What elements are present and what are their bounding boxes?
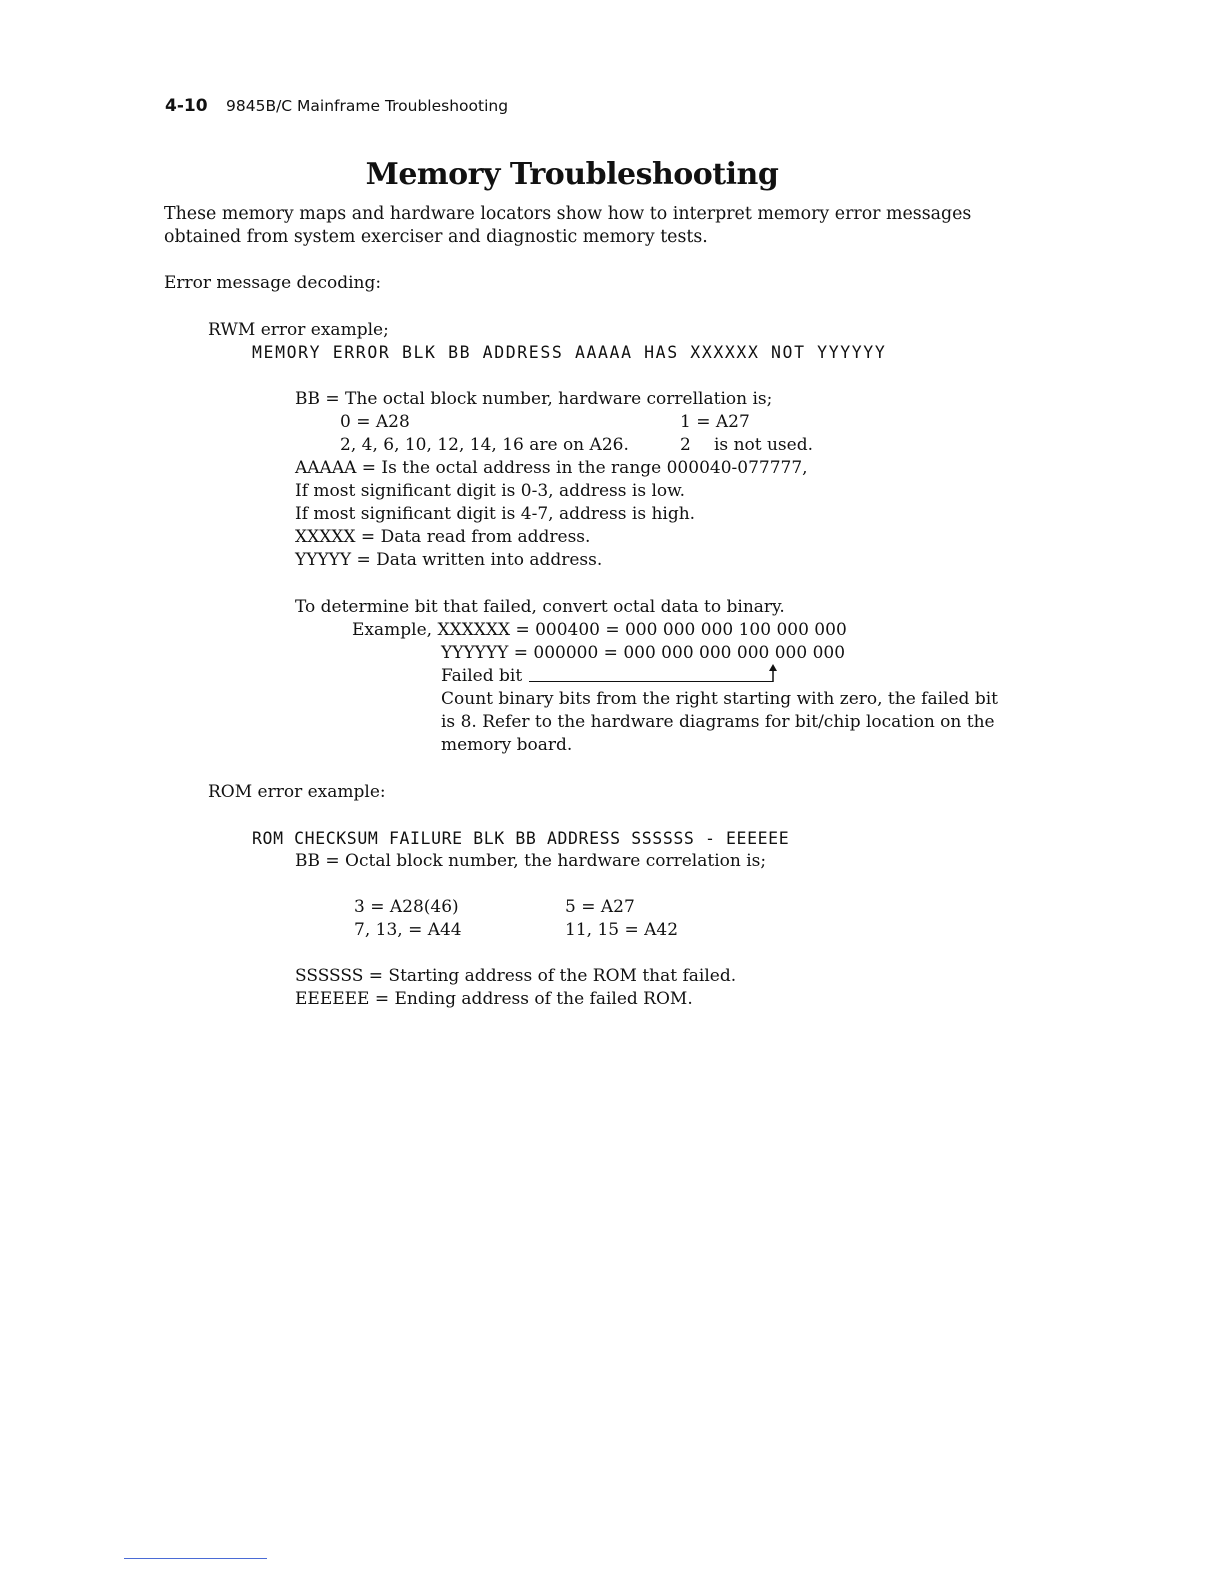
rom-eeeeee-line: EEEEEE = Ending address of the failed ROM. (295, 989, 693, 1009)
failed-bit-pointer-line (529, 681, 773, 682)
rom-ssssss-line: SSSSSS = Starting address of the ROM that failed. (295, 966, 737, 986)
error-decoding-label: Error message decoding: (164, 273, 382, 293)
failed-bit-arrow-icon (768, 664, 778, 682)
rwm-example-x: Example, XXXXXX = 000400 = 000 000 000 100 000 000 (352, 620, 847, 640)
rom-heading: ROM error example: (208, 782, 386, 802)
rwm-count-line-3: memory board. (441, 735, 573, 755)
rwm-map-2-number: 2 (680, 435, 691, 455)
rwm-error-message: MEMORY ERROR BLK BB ADDRESS AAAAA HAS XXXXXX NOT YYYYYY (252, 343, 887, 362)
rwm-count-line-2: is 8. Refer to the hardware diagrams for bit/chip location on the (441, 712, 995, 732)
rwm-map-others: 2, 4, 6, 10, 12, 14, 16 are on A26. (340, 435, 629, 455)
intro-line-1: These memory maps and hardware locators show how to interpret memory error messages (164, 204, 972, 224)
running-head: 9845B/C Mainframe Troubleshooting (226, 97, 509, 115)
footer-rule (124, 1558, 267, 1559)
rom-map-5: 5 = A27 (565, 897, 635, 917)
rwm-map-0: 0 = A28 (340, 412, 410, 432)
rwm-xxxxx-line: XXXXX = Data read from address. (295, 527, 591, 547)
rwm-aaaaa-line: AAAAA = Is the octal address in the range 000040-077777, (295, 458, 808, 478)
rom-error-message: ROM CHECKSUM FAILURE BLK BB ADDRESS SSSSSS - EEEEEE (252, 829, 790, 848)
rwm-count-line-1: Count binary bits from the right starting with zero, the failed bit (441, 689, 998, 709)
rwm-map-1: 1 = A27 (680, 412, 750, 432)
rom-map-3: 3 = A28(46) (354, 897, 459, 917)
rwm-example-y: YYYYYY = 000000 = 000 000 000 000 000 000 (441, 643, 846, 663)
rom-map-11-15: 11, 15 = A42 (565, 920, 679, 940)
page-number: 4-10 (165, 96, 208, 116)
rwm-determine-line: To determine bit that failed, convert octal data to binary. (295, 597, 785, 617)
rwm-low-line: If most significant digit is 0-3, address is low. (295, 481, 686, 501)
rwm-yyyyy-line: YYYYY = Data written into address. (295, 550, 603, 570)
page-title: Memory Troubleshooting (365, 157, 779, 192)
rwm-high-line: If most significant digit is 4-7, address is high. (295, 504, 696, 524)
rom-bb-line: BB = Octal block number, the hardware correlation is; (295, 851, 767, 871)
rwm-bb-line: BB = The octal block number, hardware correllation is; (295, 389, 773, 409)
rwm-failed-bit-label: Failed bit (441, 666, 523, 686)
rwm-map-2-text: is not used. (714, 435, 814, 455)
rom-map-7-13: 7, 13, = A44 (354, 920, 462, 940)
intro-line-2: obtained from system exerciser and diagnostic memory tests. (164, 227, 708, 247)
rwm-heading: RWM error example; (208, 320, 389, 340)
